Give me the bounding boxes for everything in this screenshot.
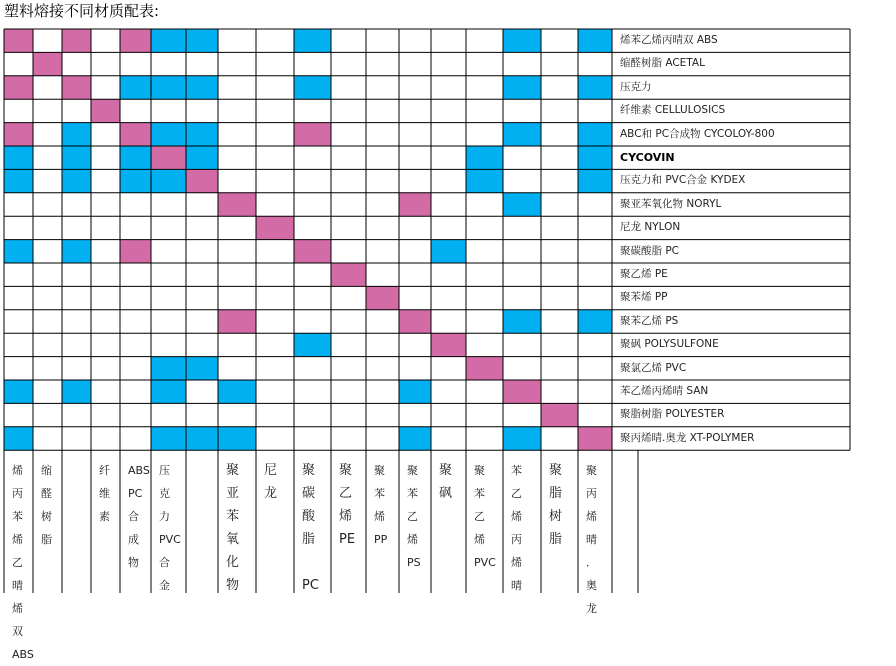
column-label-line: 尼 [264,463,278,478]
cell-pink [541,403,578,426]
cell-pink [503,380,541,403]
column-label [256,457,294,607]
column-label-line: 合 [159,556,170,569]
column-label-line: 烯 [511,510,522,523]
cell-blue [294,29,331,52]
column-label [366,457,399,607]
column-label-line: 奥 [586,579,597,592]
cell-pink [91,99,120,122]
cell-blue [120,76,151,99]
cell-pink [331,263,366,286]
cell-blue [399,427,431,450]
cell-pink [4,29,33,52]
row-label: 聚砜 POLYSULFONE [620,338,719,351]
cell-pink [186,169,218,192]
cell-blue [151,123,186,146]
column-label [503,457,541,607]
column-label-line: 聚 [374,464,385,477]
column-label-line: 亚 [226,486,240,501]
cell-pink [120,240,151,263]
cell-blue [503,29,541,52]
column-label-line: 压 [159,464,170,477]
column-label [578,457,612,615]
column-label-line: ． [586,556,597,569]
cell-blue [431,240,466,263]
row-label: 聚氯乙烯 PVC [620,361,687,374]
cell-pink [62,76,91,99]
row-label: 尼龙 NYLON [620,221,681,234]
column-label-line: 氧 [226,532,240,547]
column-label [62,457,91,607]
column-label-line: 乙 [339,486,353,501]
column-label-line: PE [339,532,356,547]
cell-blue [151,29,186,52]
column-label-line: 脂 [302,532,316,547]
cell-pink [4,123,33,146]
column-label-line: 烯 [474,533,485,546]
cell-pink [120,123,151,146]
column-label-line: 晴 [511,579,522,592]
column-label-line: 纤 [99,464,110,477]
column-label-line: 聚 [549,463,563,478]
row-label: 聚苯乙烯 PS [620,314,679,327]
cell-blue [578,29,612,52]
cell-blue [120,146,151,169]
column-label-line: 乙晴 [12,556,23,592]
column-label-line: 苯 [474,487,485,500]
cell-blue [218,427,256,450]
column-label-line: PS [407,556,421,569]
column-label-line: 力 PVC [159,510,181,546]
column-label-line: 物 [128,556,139,569]
column-label-line: 聚 [439,463,453,478]
cell-blue [151,76,186,99]
column-label-line: 金 [159,579,170,592]
cell-blue [151,169,186,192]
column-label-line: 缩 [41,464,52,477]
cell-pink [256,216,294,239]
cell-pink [466,357,503,380]
column-label-line: 聚 [226,463,240,478]
cell-blue [151,380,186,403]
column-label [4,457,34,661]
column-label-line: 烯 [407,533,418,546]
column-label-line: 成 [128,533,139,546]
column-label-line: 苯 [226,509,240,524]
row-label: 聚碳酸脂 PC [620,244,680,257]
column-label-line: 苯 [407,487,418,500]
cell-blue [399,380,431,403]
column-label [120,457,151,607]
cell-blue [578,169,612,192]
cell-blue [466,169,503,192]
cell-blue [62,123,91,146]
column-label-line: 酸 [302,509,316,524]
column-label-line: 聚 [302,463,316,478]
cell-blue [4,146,33,169]
column-label-line: PC [302,578,319,593]
cell-pink [399,310,431,333]
column-label-line: 烯 [586,510,597,523]
column-label [399,457,431,607]
cell-blue [503,193,541,216]
column-label-line: 碳 [302,486,316,501]
column-label-line: 砜 [439,486,453,501]
cell-pink [33,52,62,75]
row-label: 聚乙烯 PE [620,268,668,280]
cell-blue [62,240,91,263]
cell-blue [578,310,612,333]
column-label-line: ABS [12,648,34,661]
row-label: 聚脂树脂 POLYESTER [620,408,725,421]
column-label-line: 乙 [511,487,522,500]
column-label-line: 聚 [339,463,353,478]
row-label: ABC和 PC合成物 CYCOLOY-800 [620,127,775,140]
row-label: 聚亚苯氧化物 NORYL [620,197,722,210]
column-label-line: PP [374,533,388,546]
row-label: CYCOVIN [620,151,675,164]
cell-blue [503,76,541,99]
cell-blue [151,357,186,380]
cell-blue [218,380,256,403]
column-label-line: 晴 [586,533,597,546]
column-label [294,457,331,607]
cell-pink [151,146,186,169]
column-label-line: 烯 [339,509,353,524]
cell-blue [466,146,503,169]
row-label: 纤维素 CELLULOSICS [620,104,726,117]
cell-blue [120,169,151,192]
cell-blue [4,240,33,263]
column-label-line: 克 [159,487,170,500]
cell-blue [294,76,331,99]
cell-blue [186,427,218,450]
column-label-line: 龙 [586,602,597,615]
column-label-line: 维 [99,487,110,500]
cell-blue [62,380,91,403]
cell-pink [366,286,399,309]
cell-pink [120,29,151,52]
page-title: 塑料熔接不同材质配表: [4,2,160,20]
column-label-line: 聚 [407,464,418,477]
cell-pink [4,76,33,99]
cell-blue [4,380,33,403]
cell-pink [218,310,256,333]
cell-pink [218,193,256,216]
column-label [186,457,218,607]
column-label-line: 苯 [511,464,522,477]
column-label [151,457,186,607]
column-label-line: 物 [226,578,240,593]
column-label-line: 乙 [474,510,485,523]
row-label: 烯苯乙烯丙晴双 ABS [620,34,718,46]
cell-pink [294,240,331,263]
row-label: 压克力和 PVC合金 KYDEX [620,174,746,187]
column-label [33,457,62,607]
column-label-line: PVC [474,556,496,569]
row-label: 聚丙烯晴.奥龙 XT-POLYMER [620,431,755,444]
column-label [91,457,120,607]
column-label-line: 脂 [549,486,563,501]
row-label: 苯乙烯丙烯晴 SAN [620,385,709,397]
cell-blue [294,333,331,356]
cell-pink [578,427,612,450]
column-label-line: 龙 [264,486,278,501]
column-label-line: 丙 [511,533,522,546]
cell-pink [294,123,331,146]
column-label-line: 丙 [586,487,597,500]
cell-blue [62,169,91,192]
column-label [331,457,366,607]
column-label-line [302,551,331,574]
cell-blue [4,427,33,450]
cell-blue [186,357,218,380]
column-label [218,457,256,607]
column-label [431,457,466,607]
cell-pink [399,193,431,216]
column-label-line: 化 [226,555,240,570]
column-label-line: 烯双 [12,602,23,638]
column-label-line: 苯烯 [12,510,23,546]
column-label-line: ABS [128,464,150,477]
column-label-line: 烯丙 [12,464,23,500]
cell-blue [62,146,91,169]
cell-blue [151,427,186,450]
cell-blue [503,123,541,146]
column-label-line: 合 [128,510,139,523]
column-label-line: 素 [99,510,110,523]
column-label-line: PC [128,487,143,500]
column-label-line: 烯 [511,556,522,569]
column-label-line: 树 [41,510,52,523]
cell-pink [62,29,91,52]
row-label: 缩醛树脂 ACETAL [620,57,705,70]
column-label-line: 树 [549,509,563,524]
cell-blue [578,146,612,169]
row-label: 聚苯烯 PP [620,291,668,304]
row-label: 压克力 [620,80,652,93]
column-label-line: 聚 [586,464,597,477]
column-label-line: 聚 [474,464,485,477]
column-label-line: 苯 [374,487,385,500]
cell-blue [186,146,218,169]
column-label-line: 乙 [407,510,418,523]
cell-blue [4,169,33,192]
column-label [466,457,503,607]
column-label-line: 脂 [41,533,52,546]
column-label-line: 烯 [374,510,385,523]
cell-blue [186,29,218,52]
column-label-line: 脂 [549,532,563,547]
cell-blue [186,76,218,99]
column-label-line: 醛 [41,487,52,500]
cell-blue [578,76,612,99]
cell-blue [503,427,541,450]
cell-pink [431,333,466,356]
cell-blue [578,123,612,146]
column-label [541,457,578,607]
cell-blue [503,310,541,333]
cell-blue [186,123,218,146]
